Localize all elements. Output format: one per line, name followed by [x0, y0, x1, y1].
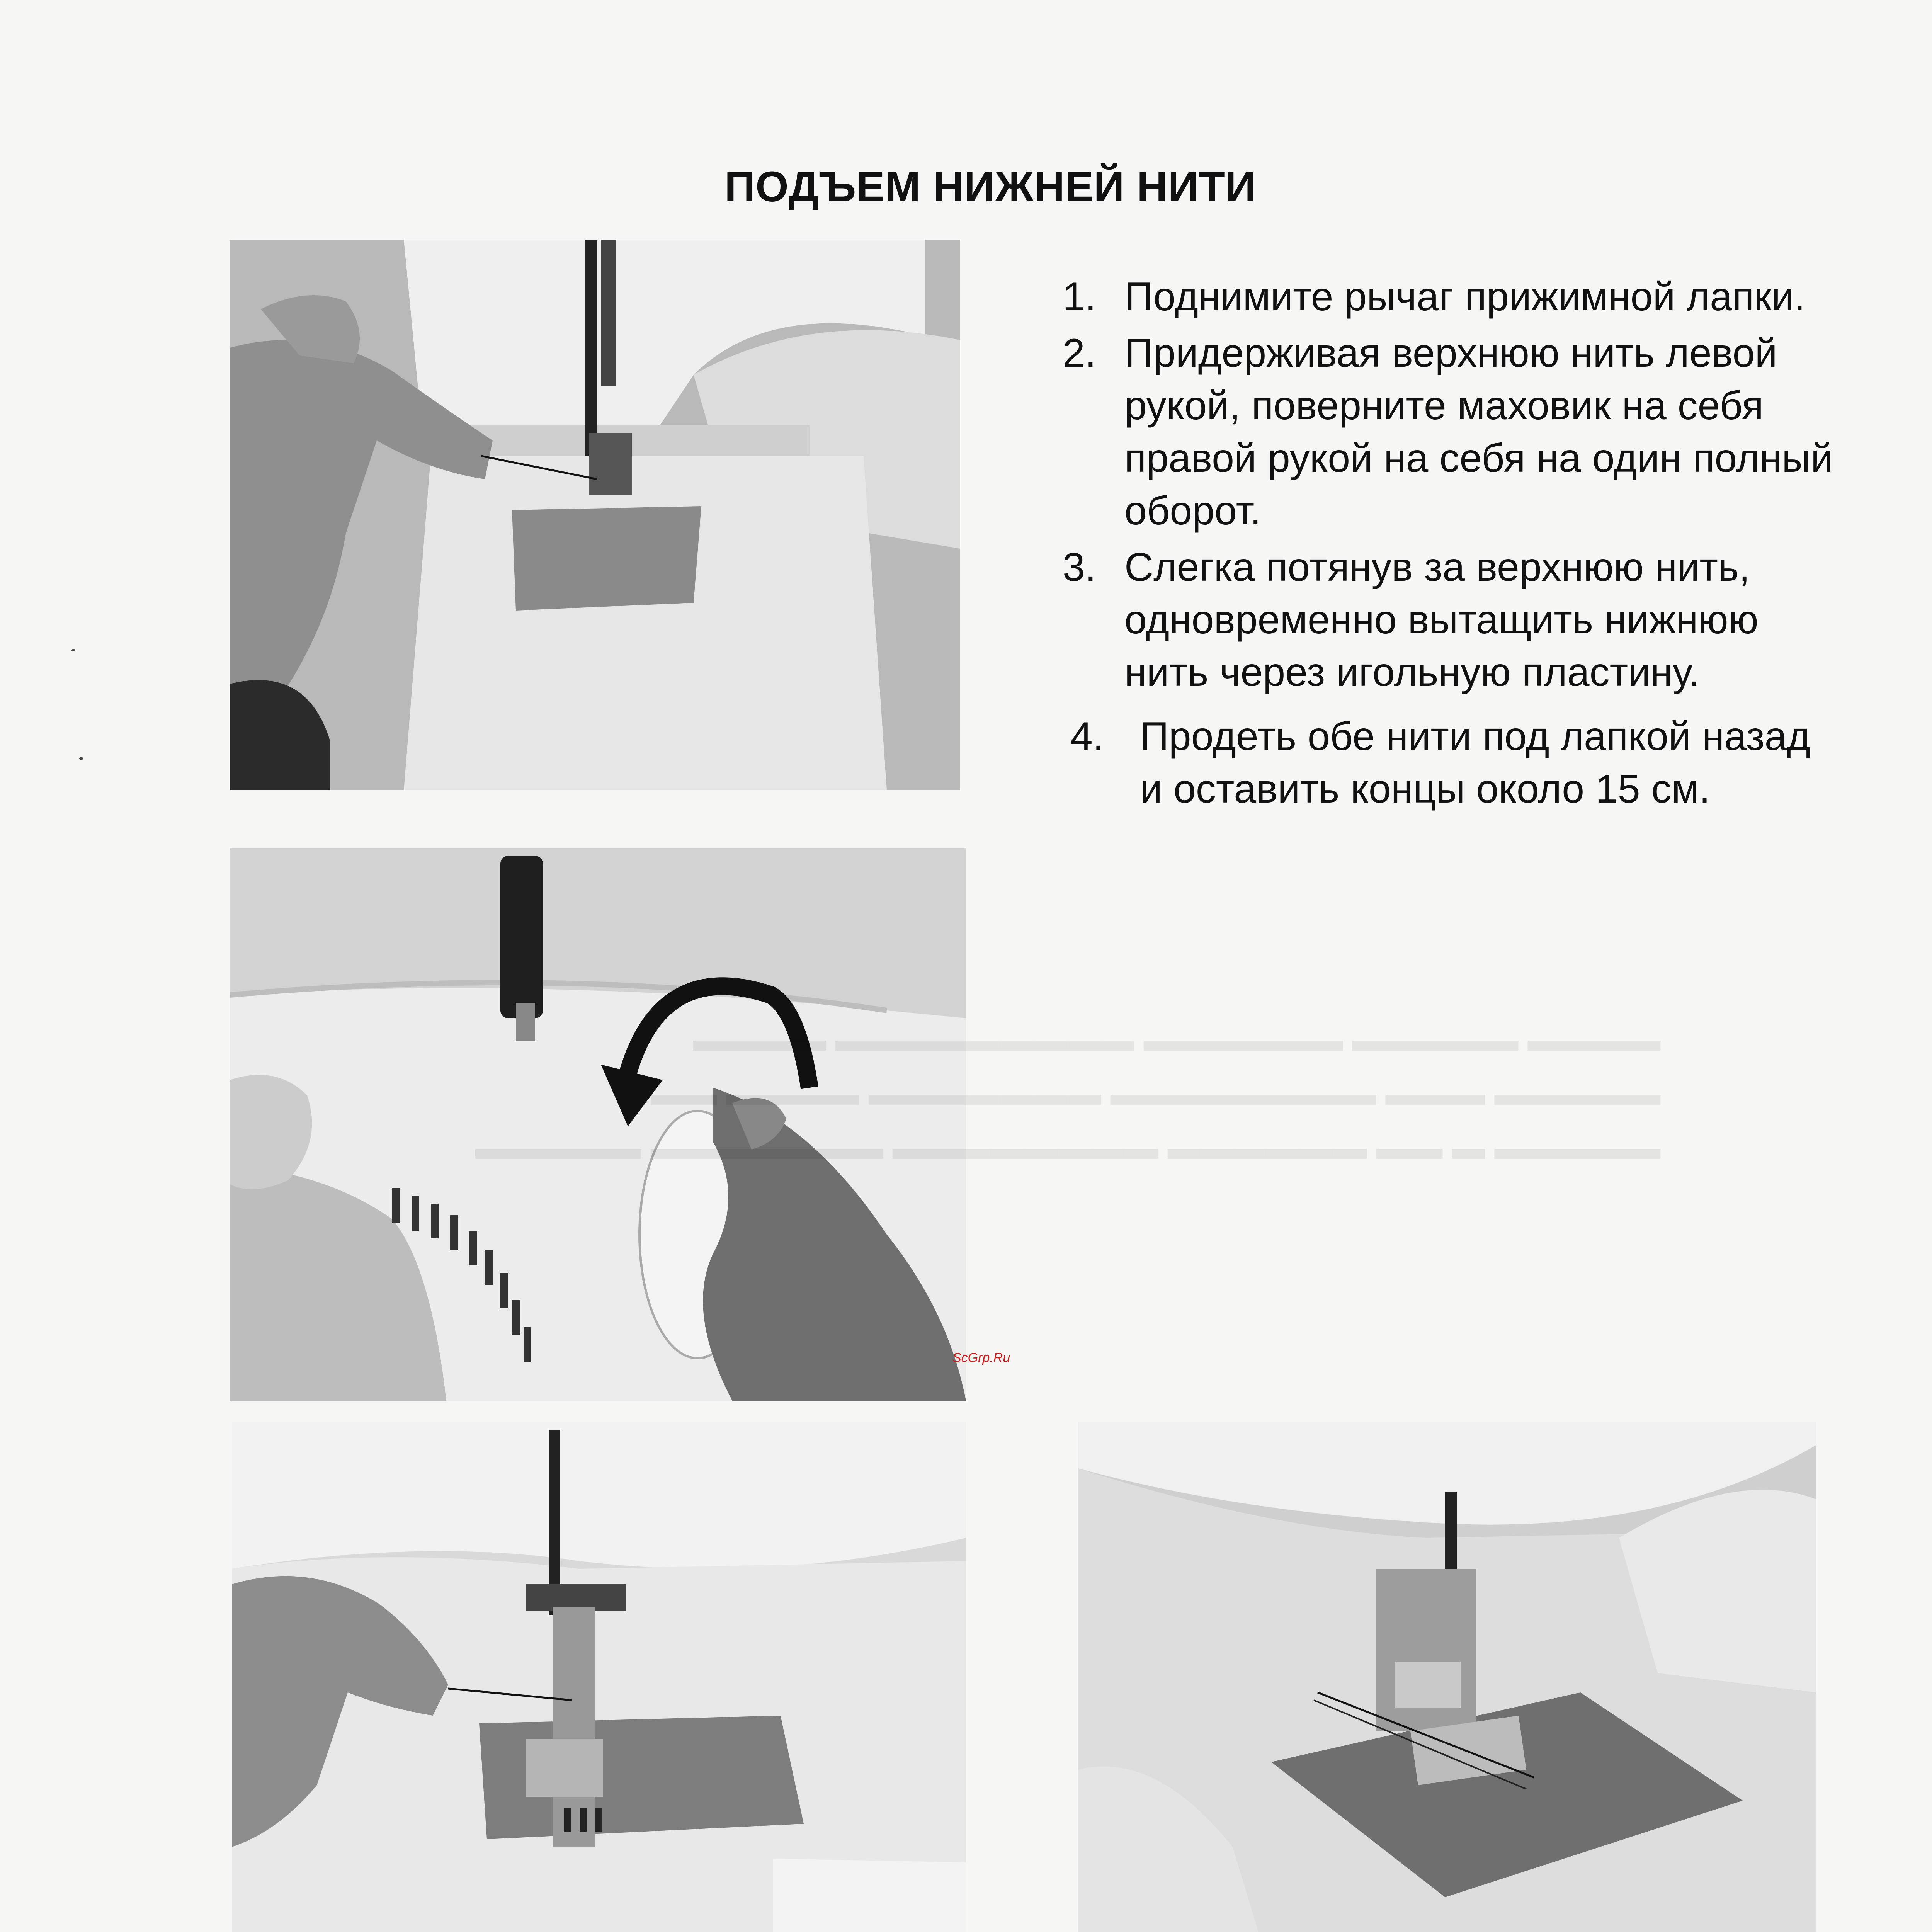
step-item: [1063, 270, 1843, 323]
step-number: 4.: [1070, 714, 1104, 759]
photo-hold-upper-thread: [230, 240, 960, 790]
step-text: Слегка потянув за верхнюю нить, одновременно вытащить нижнюю нить через игольную пластину.: [1124, 545, 1759, 695]
bleed-through-text: ▬▬▬▬ ▬▬▬▬▬ ▬▬▬▬▬▬ ▬▬▬▬▬▬▬▬▬ ▬▬▬▬ ▬▬▬▬▬ ▬▬▬ ▬▬▬▬▬▬▬▬ ▬▬▬▬▬▬▬ ▬▬▬▬ ▬▬ ▬▬▬▬▬ ▬ ▬▬ ▬▬▬▬▬▬ ▬▬▬▬▬▬▬▬ ▬▬▬▬▬▬▬ ▬▬▬▬▬: [475, 1021, 1661, 1166]
site-watermark: ScGrp.Ru: [952, 1350, 1010, 1365]
photo-pull-lower-thread: [232, 1422, 966, 1932]
step-item: [1070, 710, 1843, 815]
scan-speck: [71, 649, 75, 651]
step-number: 3.: [1063, 545, 1096, 590]
photo-turn-handwheel: [230, 848, 966, 1401]
step-number: 2.: [1063, 331, 1096, 376]
step-item: [1063, 541, 1843, 699]
step-item: [1063, 327, 1843, 537]
step-text: Поднимите рычаг прижимной лапки.: [1124, 274, 1805, 319]
scan-speck: [79, 757, 83, 760]
step-text: Придерживая верхнюю нить левой рукой, поверните маховик на себя правой рукой на себя на один полный оборот.: [1124, 331, 1833, 533]
step-number: 1.: [1063, 274, 1096, 319]
photo-threads-under-foot: [1078, 1422, 1816, 1932]
page-title: ПОДЪЕМ НИЖНЕЙ НИТИ: [724, 163, 1256, 211]
step-text: Продеть обе нити под лапкой назад и оставить концы около 15 см.: [1140, 714, 1811, 811]
instruction-steps: [1063, 270, 1843, 819]
